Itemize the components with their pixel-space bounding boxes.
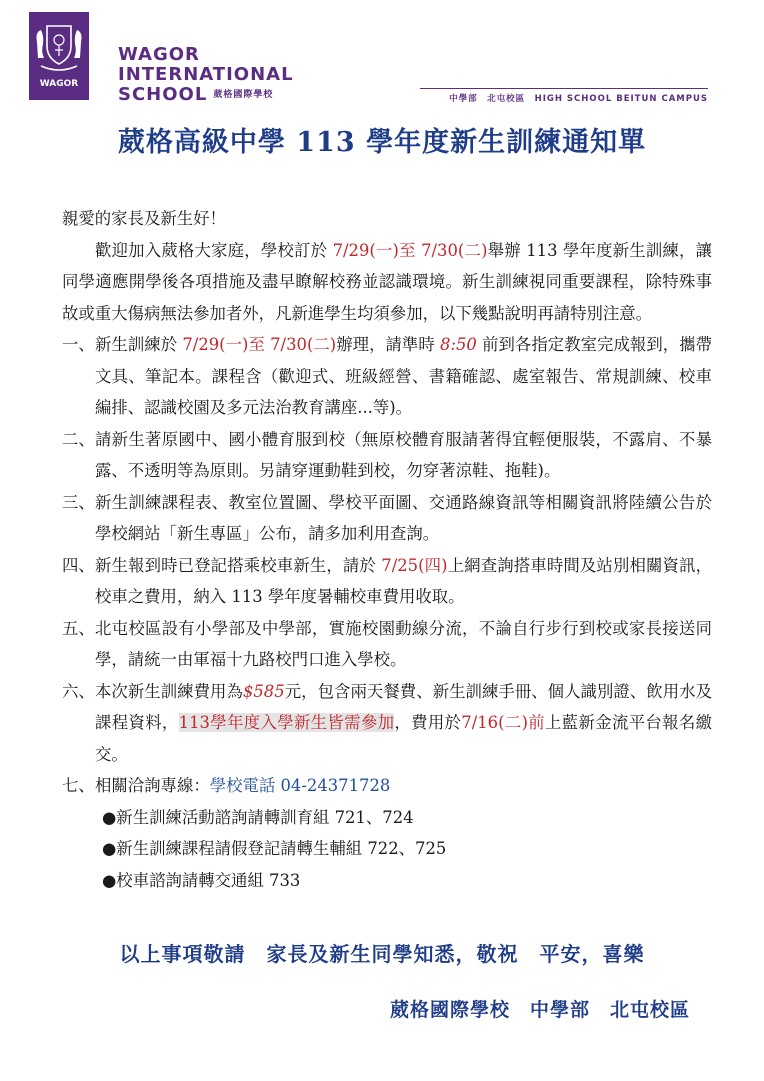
logo-text: WAGOR [39,79,79,89]
crest-icon [29,12,89,100]
brand-line-2: INTERNATIONAL [118,64,294,85]
item-number: 五、 [62,618,95,638]
list-item [62,487,712,550]
item-6-text-4: 上藍新金流平台報名繳交。 [95,713,713,764]
item-number: 四、 [62,555,95,575]
school-logo [29,12,89,100]
list-item [62,550,712,613]
intro-text-1: 歡迎加入葳格大家庭，學校訂於 [95,240,333,260]
required-notice: 113學年度入學新生皆需參加 [178,713,395,732]
item-text: 北屯校區設有小學部及中學部，實施校園動線分流，不論自行步行到校或家長接送同學，請統一由軍福十九路校門口進入學校。 [95,618,712,669]
list-item [62,424,712,487]
item-text: 請新生著原國中、國小體育服到校（無原校體育服請著得宜輕便服裝，不露肩、不暴露、不透明等為原則。另請穿運動鞋到校，勿穿著涼鞋、拖鞋)。 [95,429,712,480]
item-6-text-3: ，費用於 [394,713,462,732]
intro-text-2: 舉辦 113 學年度新生訓練，讓同學適應開學後各項措施及盡早瞭解校務並認識環境。新生訓練視同重要課程，除特殊事故或重大傷病無法參加者外，凡新進學生均須參加，以下幾點說明再請特別注意。 [62,240,712,323]
intro-date: 7/29(一)至 7/30(二) [332,240,488,260]
item-text [95,550,712,613]
item-number: 二、 [62,429,95,449]
campus-label: 中學部 北屯校區 HIGH SCHOOL BEITUN CAMPUS [420,88,708,104]
item-number: 七、 [62,776,95,795]
letter-body [62,203,712,896]
item-text [95,676,712,771]
brand-line-3-text: SCHOOL [118,84,208,105]
greeting: 親愛的家長及新生好！ [62,209,226,228]
school-phone: 學校電話 04-24371728 [209,776,391,795]
intro-paragraph [62,235,712,330]
item-number: 六、 [62,681,95,701]
list-item [62,676,712,771]
contact-bullet: ●新生訓練課程請假登記請轉生輔組 722、725 [102,839,447,858]
item-text [95,329,712,424]
item-1-text-2: 辦理，請準時 [336,335,441,354]
item-6-text-1: 本次新生訓練費用為 [95,681,243,701]
list-item [62,770,712,802]
document-title: 葳格高級中學 113 學年度新生訓練通知單 [117,127,647,158]
brand-line-3 [118,85,294,105]
bus-query-date: 7/25(四) [381,555,448,575]
letterhead [0,0,764,110]
school-name [118,45,294,105]
item-text [95,770,712,802]
contact-bullet: ●校車諮詢請轉交通組 733 [102,870,301,890]
item-text: 新生訓練課程表、教室位置圖、學校平面圖、交通路線資訊等相關資訊將陸續公告於學校網站「新生專區」公布，請多加利用查詢。 [95,492,712,543]
fee-amount: $585 [242,681,285,701]
item-7-text-1: 相關洽詢專線： [95,776,210,795]
list-item [62,329,712,424]
item-1-text-3: 前到各指定教室完成報到，攜帶文具、筆記本。課程含（歡迎式、班級經營、書籍確認、處室報告、常規訓練、校車編排、認識校園及多元法治教育講座...等)。 [95,335,712,417]
item-number: 一、 [62,335,95,354]
item-number: 三、 [62,492,95,512]
item-4-text-2: 上網查詢搭車時間及站別相關資訊，校車之費用，納入 113 學年度暑輔校車費用收取。 [95,555,712,606]
brand-chinese-name: 葳格國際學校 [213,90,274,100]
brand-line-1: WAGOR [118,44,200,65]
contact-bullet: ●新生訓練活動諮詢請轉訓育組 721、724 [102,807,414,827]
item-6-text-2: 元，包含兩天餐費、新生訓練手冊、個人識別證、飲用水及課程資料， [95,681,713,732]
item-4-text-1: 新生報到時已登記搭乘校車新生，請於 [95,555,382,575]
report-time: 8:50 [440,335,477,354]
closing-line: 以上事項敬請 家長及新生同學知悉，敬祝 平安，喜樂 [119,942,645,966]
signature: 葳格國際學校 中學部 北屯校區 [390,999,691,1021]
training-dates: 7/29(一)至 7/30(二) [182,335,337,354]
item-1-text-1: 新生訓練於 [95,335,183,354]
list-item [62,613,712,676]
payment-deadline: 7/16(二)前 [461,713,546,732]
